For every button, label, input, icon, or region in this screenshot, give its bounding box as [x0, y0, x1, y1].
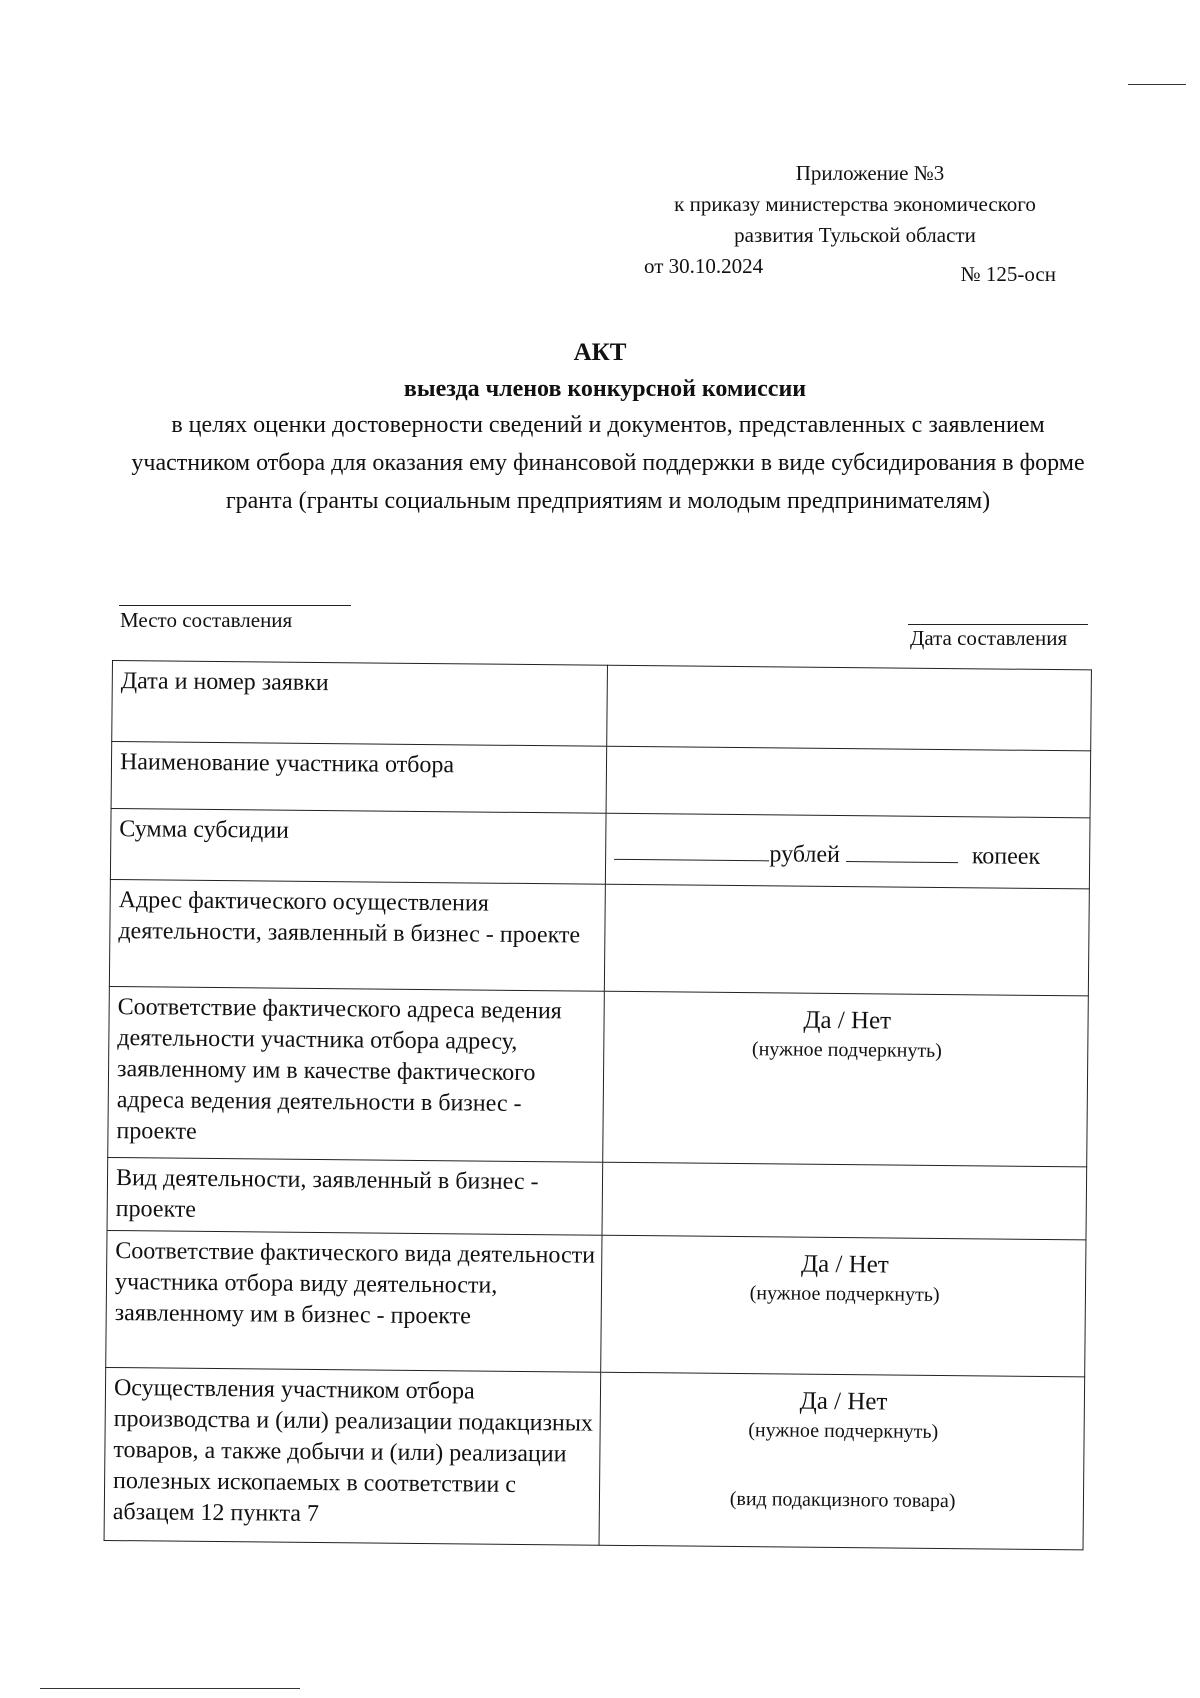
rubles-blank[interactable]	[614, 837, 769, 861]
excise-goods-hint: (вид подакцизного товара)	[729, 1487, 956, 1513]
row-label: Дата и номер заявки	[112, 661, 608, 747]
table-row	[112, 661, 1092, 751]
row-label: Осуществления участником отбора производства и (или) реализации подакцизных товаров, а также добычи и (или) реализации полезных ископаемых в соответствии с абзацем 12 пункта 7	[104, 1367, 601, 1545]
excise-goods-cell	[599, 1372, 1084, 1550]
row-label: Адрес фактического осуществления деятельности, заявленный в бизнес - проекте	[109, 879, 605, 991]
row-label: Наименование участника отбора	[111, 742, 607, 814]
date-blank-line[interactable]	[908, 624, 1088, 625]
appendix-order-reference: к приказу министерства экономического	[674, 192, 1036, 216]
subsidy-amount-cell	[606, 813, 1090, 889]
place-label: Место составления	[120, 608, 293, 632]
scan-edge-mark-top	[1128, 84, 1186, 85]
activity-match-cell	[601, 1235, 1086, 1377]
address-match-cell	[603, 991, 1088, 1167]
appendix-block	[620, 158, 1090, 286]
appendix-title: Приложение №3	[795, 161, 945, 185]
table-row	[109, 879, 1089, 995]
document-subtitle: выезда членов конкурсной комиссии	[403, 376, 807, 402]
underline-hint: (нужное подчеркнуть)	[749, 1282, 940, 1306]
row-label: Соответствие фактического вида деятельности участника отбора виду деятельности, заявленному им в бизнес - проекте	[106, 1230, 603, 1372]
table-row	[104, 1367, 1085, 1549]
table-row	[108, 986, 1089, 1166]
yes-no-choice[interactable]: Да / Нет	[800, 1250, 889, 1279]
row-label: Сумма субсидии	[110, 808, 606, 884]
yes-no-choice[interactable]: Да / Нет	[803, 1006, 892, 1035]
underline-hint: (нужное подчеркнуть)	[748, 1419, 939, 1443]
actual-address-cell[interactable]	[605, 884, 1090, 996]
place-blank-line[interactable]	[119, 605, 351, 606]
table-row	[107, 1157, 1087, 1239]
scan-edge-mark-bottom	[40, 1688, 300, 1689]
date-label: Дата составления	[910, 626, 1068, 650]
table-row	[110, 808, 1090, 888]
document-purpose: в целях оценки достоверности сведений и документов, представленных с заявлением участником отбора для оказания ему финансовой поддержки в виде субсидирования в форме гранта (гранты социальным предприятиям и молодым предпринимателям)	[131, 412, 1085, 514]
kopecks-label: копеек	[971, 843, 1041, 870]
document-title: АКТ	[573, 339, 627, 366]
application-date-number-cell[interactable]	[607, 665, 1091, 751]
appendix-ministry: развития Тульской области	[734, 223, 976, 247]
row-label: Соответствие фактического адреса ведения деятельности участника отбора адресу, заявленному им в качестве фактического адреса ведения деятельности в бизнес - проекте	[108, 986, 605, 1162]
appendix-date: от 30.10.2024	[644, 254, 764, 278]
table-row	[106, 1230, 1086, 1376]
activity-type-cell[interactable]	[602, 1162, 1086, 1240]
rubles-label: рублей	[769, 841, 841, 868]
underline-hint: (нужное подчеркнуть)	[751, 1038, 943, 1062]
act-table	[104, 660, 1092, 1550]
participant-name-cell[interactable]	[606, 746, 1090, 818]
appendix-number: № 125-осн	[960, 262, 1056, 286]
kopecks-blank[interactable]	[846, 839, 958, 863]
yes-no-choice[interactable]: Да / Нет	[799, 1387, 888, 1416]
appendix-date-number	[620, 251, 1090, 286]
row-label: Вид деятельности, заявленный в бизнес - проекте	[107, 1157, 603, 1235]
table-row	[111, 742, 1091, 818]
